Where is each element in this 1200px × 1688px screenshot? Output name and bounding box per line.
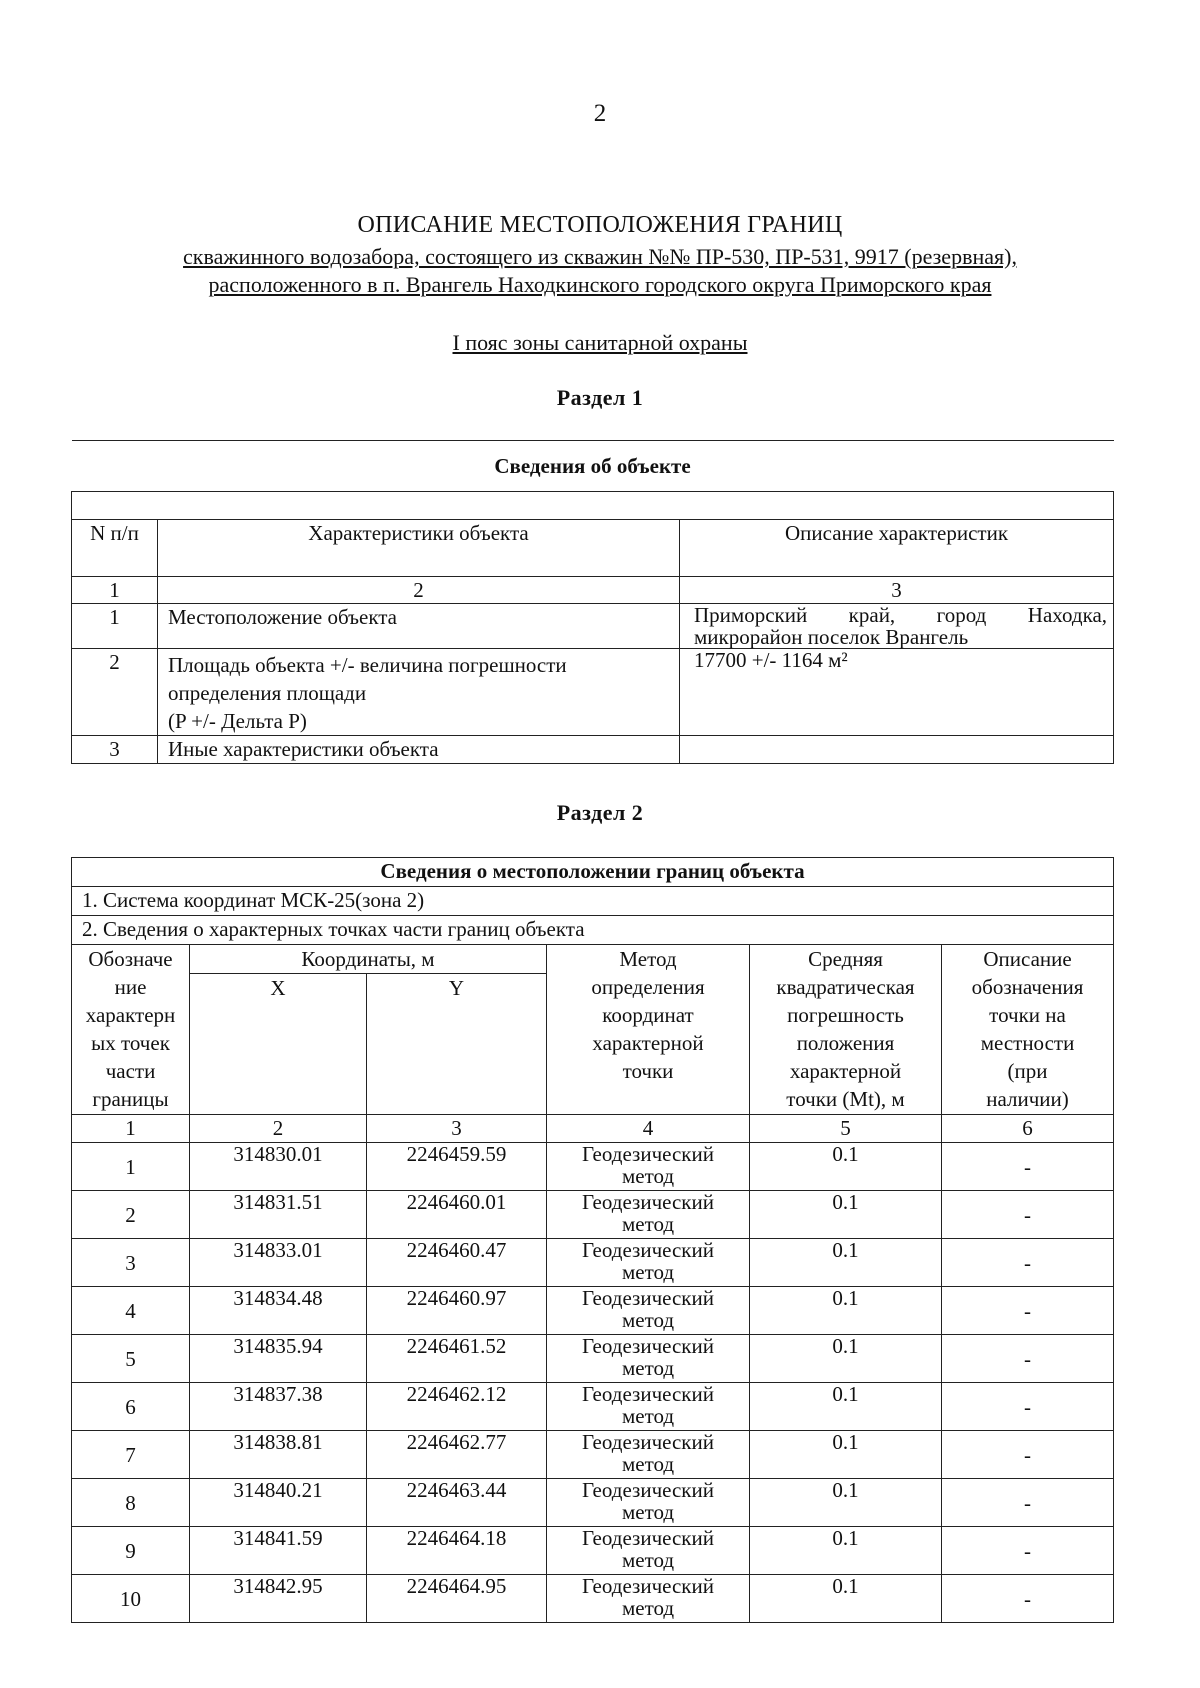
document-subtitle-line1: скважинного водозабора, состоящего из скважин №№ ПР-530, ПР-531, 9917 (резервная),	[183, 244, 1017, 269]
point-y: 2246459.59	[367, 1143, 547, 1191]
header-error-l1: Средняя	[808, 947, 883, 971]
header-description-l3: точки на	[989, 1003, 1066, 1027]
point-desc: -	[942, 1239, 1114, 1287]
point-mt: 0.1	[750, 1431, 942, 1479]
col-index-3: 3	[680, 577, 1114, 604]
point-method	[547, 1143, 750, 1191]
header-y: Y	[367, 974, 547, 1115]
point-id: 2	[72, 1191, 190, 1239]
table-row	[72, 1335, 1114, 1383]
table-row	[72, 1383, 1114, 1431]
point-desc: -	[942, 1527, 1114, 1575]
point-method-method1: Геодезический	[582, 1430, 714, 1454]
col-index-2: 2	[158, 577, 680, 604]
document-title: ОПИСАНИЕ МЕСТОПОЛОЖЕНИЯ ГРАНИЦ	[357, 212, 843, 238]
point-id: 10	[72, 1575, 190, 1623]
point-id: 9	[72, 1527, 190, 1575]
document-subtitle-line2: расположенного в п. Врангель Находкинского городского округа Приморского края	[208, 272, 992, 297]
row-2-name-line3: (P +/- Дельта P)	[168, 709, 307, 733]
col-index-6: 6	[942, 1115, 1114, 1143]
point-method	[547, 1527, 750, 1575]
point-method-method1: Геодезический	[582, 1190, 714, 1214]
point-mt: 0.1	[750, 1479, 942, 1527]
point-method	[547, 1191, 750, 1239]
header-method-l1: Метод	[619, 947, 677, 971]
row-1-n: 1	[72, 604, 158, 649]
point-y: 2246463.44	[367, 1479, 547, 1527]
table-row	[72, 1431, 1114, 1479]
point-method-method2: метод	[621, 1596, 675, 1620]
header-designation-l6: границы	[92, 1087, 169, 1111]
point-desc: -	[942, 1143, 1114, 1191]
header-designation-l1: Обозначе	[88, 947, 173, 971]
point-mt: 0.1	[750, 1239, 942, 1287]
coordinate-system-line: 1. Система координат МСК-25(зона 2)	[72, 887, 1114, 916]
point-desc: -	[942, 1575, 1114, 1623]
header-method-l5: точки	[622, 1059, 674, 1083]
point-id: 5	[72, 1335, 190, 1383]
row-2-desc: 17700 +/- 1164 м²	[680, 649, 1114, 736]
point-desc: -	[942, 1431, 1114, 1479]
point-mt: 0.1	[750, 1143, 942, 1191]
row-1-desc-line1: Приморский край, город Находка,	[694, 603, 1108, 627]
point-mt: 0.1	[750, 1287, 942, 1335]
row-3-name: Иные характеристики объекта	[158, 736, 680, 764]
table-row	[72, 1143, 1114, 1191]
point-method-method1: Геодезический	[582, 1334, 714, 1358]
header-error-l6: точки (Mt), м	[786, 1087, 905, 1111]
col-index-4: 4	[547, 1115, 750, 1143]
header-method-l4: характерной	[592, 1031, 704, 1055]
col-index-5: 5	[750, 1115, 942, 1143]
header-method-l3: координат	[602, 1003, 694, 1027]
point-method-method2: метод	[621, 1356, 675, 1380]
point-y: 2246464.18	[367, 1527, 547, 1575]
point-method-method1: Геодезический	[582, 1574, 714, 1598]
point-id: 6	[72, 1383, 190, 1431]
header-error-l4: положения	[796, 1031, 895, 1055]
col-header-description: Описание характеристик	[680, 520, 1114, 577]
header-designation-l4: ых точек	[91, 1031, 170, 1055]
header-error-l2: квадратическая	[776, 975, 915, 999]
point-x: 314834.48	[190, 1287, 367, 1335]
point-method-method1: Геодезический	[582, 1526, 714, 1550]
point-mt: 0.1	[750, 1575, 942, 1623]
point-y: 2246460.47	[367, 1239, 547, 1287]
point-method	[547, 1239, 750, 1287]
point-y: 2246461.52	[367, 1335, 547, 1383]
point-x: 314842.95	[190, 1575, 367, 1623]
point-method-method2: метод	[621, 1260, 675, 1284]
point-x: 314840.21	[190, 1479, 367, 1527]
header-error-l3: погрешность	[787, 1003, 904, 1027]
table-row	[72, 1527, 1114, 1575]
header-error-l5: характерной	[789, 1059, 902, 1083]
point-id: 1	[72, 1143, 190, 1191]
col-index-2: 2	[190, 1115, 367, 1143]
point-desc: -	[942, 1335, 1114, 1383]
point-method	[547, 1287, 750, 1335]
col-index-1: 1	[72, 1115, 190, 1143]
blank-row	[72, 492, 1114, 520]
point-method-method2: метод	[621, 1212, 675, 1236]
point-desc: -	[942, 1287, 1114, 1335]
table-row	[72, 1191, 1114, 1239]
point-method	[547, 1383, 750, 1431]
point-id: 8	[72, 1479, 190, 1527]
point-method-method1: Геодезический	[582, 1238, 714, 1262]
header-description-l2: обозначения	[971, 975, 1084, 999]
point-desc: -	[942, 1191, 1114, 1239]
row-3-desc	[680, 736, 1114, 764]
header-description-l4: местности	[980, 1031, 1075, 1055]
col-header-characteristics: Характеристики объекта	[158, 520, 680, 577]
point-id: 7	[72, 1431, 190, 1479]
header-designation-l2: ние	[114, 975, 147, 999]
header-description-l5: (при	[1007, 1059, 1048, 1083]
point-method-method2: метод	[621, 1308, 675, 1332]
zone-heading: I пояс зоны санитарной охраны	[452, 330, 748, 355]
point-method-method2: метод	[621, 1500, 675, 1524]
header-description-l1: Описание	[983, 947, 1072, 971]
point-mt: 0.1	[750, 1527, 942, 1575]
point-method-method2: метод	[621, 1164, 675, 1188]
point-method-method1: Геодезический	[582, 1382, 714, 1406]
header-designation-l3: характерн	[85, 1003, 176, 1027]
point-x: 314841.59	[190, 1527, 367, 1575]
point-method	[547, 1479, 750, 1527]
point-x: 314838.81	[190, 1431, 367, 1479]
point-method-method1: Геодезический	[582, 1478, 714, 1502]
points-info-line: 2. Сведения о характерных точках части границ объекта	[72, 916, 1114, 945]
col-index-3: 3	[367, 1115, 547, 1143]
page-number: 2	[593, 100, 607, 127]
table-row	[72, 1239, 1114, 1287]
point-y: 2246462.77	[367, 1431, 547, 1479]
point-id: 3	[72, 1239, 190, 1287]
col-header-n: N п/п	[72, 520, 158, 577]
point-y: 2246464.95	[367, 1575, 547, 1623]
row-2-name	[158, 649, 680, 736]
row-1-desc	[680, 604, 1114, 649]
point-y: 2246460.01	[367, 1191, 547, 1239]
point-method-method1: Геодезический	[582, 1286, 714, 1310]
table-row	[72, 1575, 1114, 1623]
section1-heading: Раздел 1	[556, 385, 644, 410]
row-1-desc-line2: микрорайон поселок Врангель	[694, 625, 969, 649]
point-mt: 0.1	[750, 1383, 942, 1431]
object-info-table	[71, 440, 1114, 764]
section2-heading: Раздел 2	[556, 800, 644, 825]
row-2-name-line1: Площадь объекта +/- величина погрешности	[168, 653, 567, 677]
header-description-l6: наличии)	[986, 1087, 1069, 1111]
header-error	[750, 945, 942, 1115]
point-x: 314833.01	[190, 1239, 367, 1287]
header-description	[942, 945, 1114, 1115]
row-1-name: Местоположение объекта	[158, 604, 680, 649]
row-2-n: 2	[72, 649, 158, 736]
point-y: 2246460.97	[367, 1287, 547, 1335]
point-id: 4	[72, 1287, 190, 1335]
point-method-method2: метод	[621, 1452, 675, 1476]
header-x: X	[190, 974, 367, 1115]
point-method-method1: Геодезический	[582, 1142, 714, 1166]
point-x: 314831.51	[190, 1191, 367, 1239]
point-mt: 0.1	[750, 1335, 942, 1383]
table-row	[72, 1479, 1114, 1527]
point-x: 314830.01	[190, 1143, 367, 1191]
point-x: 314837.38	[190, 1383, 367, 1431]
point-method	[547, 1335, 750, 1383]
point-desc: -	[942, 1479, 1114, 1527]
object-info-table-title: Сведения об объекте	[72, 441, 1114, 492]
boundary-points-table	[71, 857, 1114, 1623]
header-method-l2: определения	[591, 975, 705, 999]
point-x: 314835.94	[190, 1335, 367, 1383]
row-2-name-line2: определения площади	[168, 681, 367, 705]
table-row	[72, 1287, 1114, 1335]
header-method	[547, 945, 750, 1115]
row-3-n: 3	[72, 736, 158, 764]
point-method	[547, 1431, 750, 1479]
point-desc: -	[942, 1383, 1114, 1431]
header-designation-l5: части	[105, 1059, 156, 1083]
point-mt: 0.1	[750, 1191, 942, 1239]
header-coordinates: Координаты, м	[190, 945, 547, 974]
col-index-1: 1	[72, 577, 158, 604]
point-y: 2246462.12	[367, 1383, 547, 1431]
boundary-table-title: Сведения о местоположении границ объекта	[72, 858, 1114, 887]
point-method-method2: метод	[621, 1404, 675, 1428]
header-designation	[72, 945, 190, 1115]
point-method	[547, 1575, 750, 1623]
point-method-method2: метод	[621, 1548, 675, 1572]
